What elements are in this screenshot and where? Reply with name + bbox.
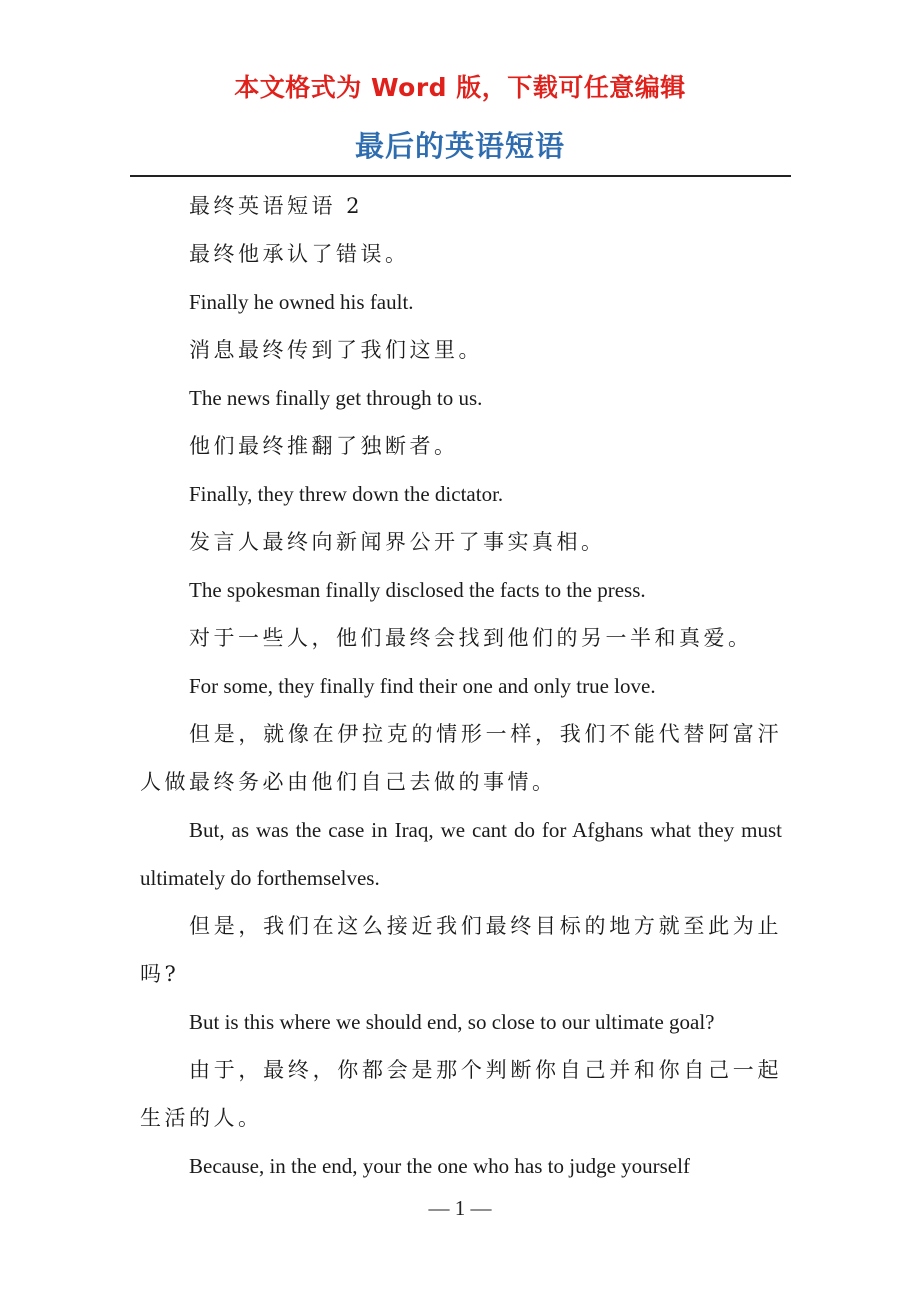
- paragraph: 最终他承认了错误。: [189, 242, 410, 266]
- paragraph: Finally he owned his fault.: [189, 290, 414, 314]
- paragraph: 由于，最终，你都会是那个判断你自己并和你自己一起生活的人。: [140, 1058, 782, 1130]
- paragraph: Because, in the end, your the one who has to judge yourself: [189, 1154, 690, 1178]
- paragraph: Finally, they threw down the dictator.: [189, 482, 504, 506]
- paragraph: 最终英语短语 2: [189, 194, 364, 218]
- paragraph: But, as was the case in Iraq, we cant do for Afghans what they must ultimately do forthemselves.: [140, 818, 782, 890]
- paragraph: The news finally get through to us.: [189, 386, 483, 410]
- paragraph: 对于一些人，他们最终会找到他们的另一半和真爱。: [189, 626, 753, 650]
- paragraph: For some, they finally find their one and only true love.: [189, 674, 656, 698]
- title-divider: [130, 175, 791, 177]
- paragraph: 发言人最终向新闻界公开了事实真相。: [189, 530, 606, 554]
- paragraph: 他们最终推翻了独断者。: [189, 434, 459, 458]
- paragraph: 但是，就像在伊拉克的情形一样，我们不能代替阿富汗人做最终务必由他们自己去做的事情。: [140, 722, 782, 794]
- page-number: — 1 —: [428, 1196, 492, 1220]
- document-title: 最后的英语短语: [354, 129, 565, 163]
- paragraph: The spokesman finally disclosed the facts to the press.: [189, 578, 646, 602]
- paragraph: But is this where we should end, so close to our ultimate goal?: [189, 1010, 715, 1034]
- paragraph: 但是，我们在这么接近我们最终目标的地方就至此为止吗?: [140, 914, 782, 986]
- download-banner: 本文格式为 Word 版，下载可任意编辑: [234, 73, 686, 102]
- paragraph: 消息最终传到了我们这里。: [189, 338, 483, 362]
- document-body: [140, 182, 782, 1190]
